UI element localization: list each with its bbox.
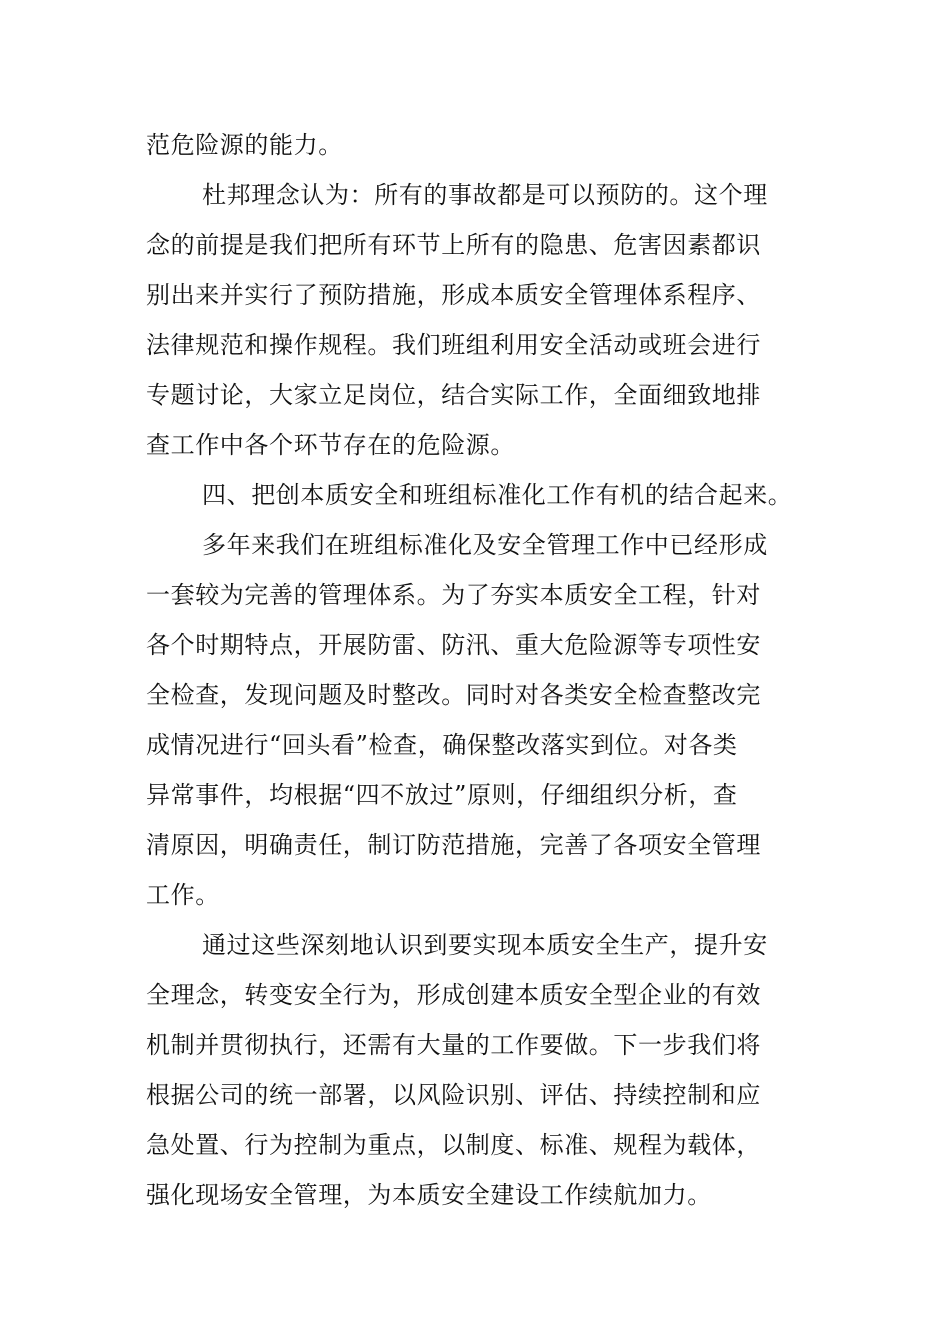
text-line-17: 通过这些深刻地认识到要实现本质安全生产，提升安 [202, 931, 768, 959]
text-line-22: 强化现场安全管理，为本质安全建设工作续航加力。 [146, 1181, 712, 1209]
body-text [146, 120, 806, 1220]
text-line-11: 各个时期特点，开展防雷、防汛、重大危险源等专项性安 [146, 631, 761, 659]
text-line-6: 专题讨论，大家立足岗位，结合实际工作，全面细致地排 [146, 381, 761, 409]
text-line-13: 成情况进行“回头看”检查，确保整改落实到位。对各类 [146, 731, 738, 759]
section-heading: 四、把创本质安全和班组标准化工作有机的结合起来。 [202, 481, 793, 509]
text-line-20: 根据公司的统一部署，以风险识别、评估、持续控制和应 [146, 1081, 761, 1109]
text-line-12: 全检查，发现问题及时整改。同时对各类安全检查整改完 [146, 681, 761, 709]
text-line-19: 机制并贯彻执行，还需有大量的工作要做。下一步我们将 [146, 1031, 761, 1059]
text-line-1: 范危险源的能力。 [146, 131, 343, 159]
text-line-5: 法律规范和操作规程。我们班组利用安全活动或班会进行 [146, 331, 761, 359]
text-line-10: 一套较为完善的管理体系。为了夯实本质安全工程，针对 [146, 581, 761, 609]
text-line-18: 全理念，转变安全行为，形成创建本质安全型企业的有效 [146, 981, 761, 1009]
text-line-4: 别出来并实行了预防措施，形成本质安全管理体系程序、 [146, 281, 761, 309]
text-line-14: 异常事件，均根据“四不放过”原则，仔细组织分析，查 [146, 781, 738, 809]
text-line-3: 念的前提是我们把所有环节上所有的隐患、危害因素都识 [146, 231, 761, 259]
text-line-7: 查工作中各个环节存在的危险源。 [146, 431, 515, 459]
text-line-2: 杜邦理念认为：所有的事故都是可以预防的。这个理 [202, 181, 768, 209]
text-line-16: 工作。 [146, 881, 220, 909]
text-line-15: 清原因，明确责任，制订防范措施，完善了各项安全管理 [146, 831, 761, 859]
text-line-21: 急处置、行为控制为重点，以制度、标准、规程为载体， [146, 1131, 761, 1159]
text-line-9: 多年来我们在班组标准化及安全管理工作中已经形成 [202, 531, 768, 559]
